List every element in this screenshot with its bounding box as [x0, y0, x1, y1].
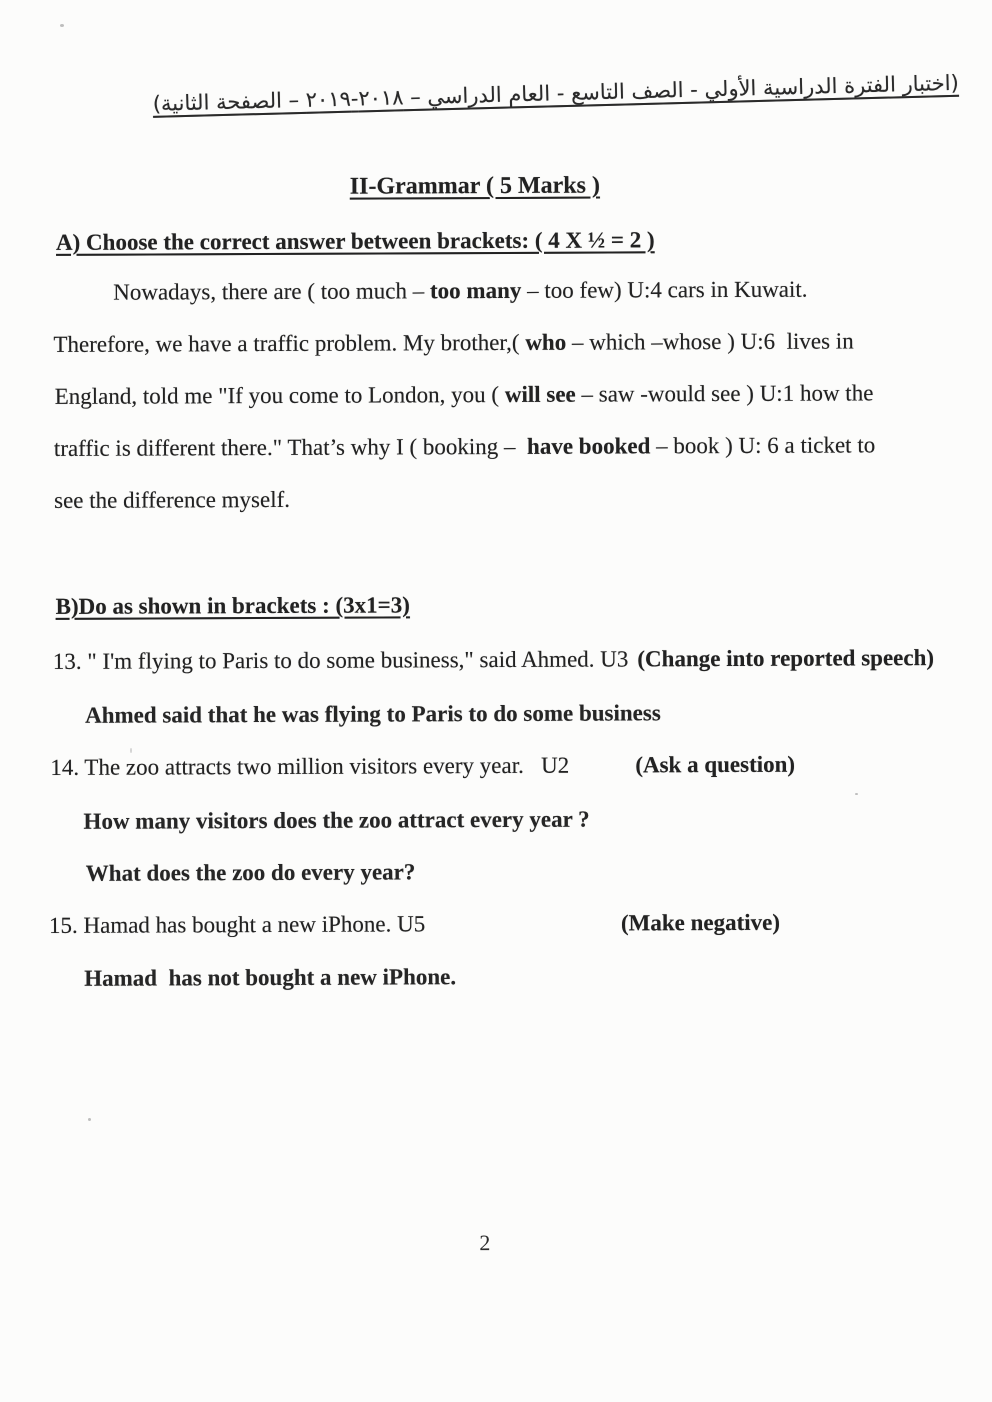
answer-15: Hamad has not bought a new iPhone. [84, 964, 457, 991]
question-15: 15. Hamad has bought a new iPhone. U5 [48, 911, 426, 938]
paragraph-line [113, 276, 807, 307]
question-14-instruction: (Ask a question) [635, 751, 796, 778]
question-13 [53, 644, 934, 675]
paragraph-text: – too few) U:4 cars in Kuwait. [521, 276, 808, 303]
paragraph-text: traffic is different there." That’s why I ( booking – [53, 433, 528, 461]
chosen-answer: who [525, 329, 567, 355]
paragraph-line [54, 431, 875, 462]
paragraph-text: Therefore, we have a traffic problem. My brother,( [53, 329, 526, 357]
section-b-heading: B)Do as shown in brackets : (3x1=3) [55, 592, 410, 619]
section-a-heading: A) Choose the correct answer between brackets: ( 4 X ½ = 2 ) [55, 227, 655, 255]
paragraph-text: – which –whose ) U:6 lives in [566, 328, 854, 355]
page-header-arabic: (اختبار الفترة الدراسية الأولي - الصف التاسع - العام الدراسي – ٢٠١٨-٢٠١٩ – الصفحة الثانية) [152, 70, 960, 116]
paragraph-line [53, 327, 853, 358]
page-number: 2 [479, 1230, 491, 1256]
chosen-answer: too many [429, 277, 522, 304]
question-15-instruction: (Make negative) [620, 909, 781, 936]
paragraph-text: England, told me "If you come to London, you ( [54, 381, 505, 409]
answer-13: Ahmed said that he was flying to Paris to do some business [85, 700, 661, 728]
paragraph-text: – saw -would see ) U:1 how the [575, 380, 874, 407]
paragraph-text: Nowadays, there are ( too much – [113, 278, 431, 305]
answer-14-first: How many visitors does the zoo attract every year ? [83, 806, 590, 834]
chosen-answer: have booked [526, 433, 651, 459]
paragraph-text: see the difference myself. [54, 486, 291, 513]
chosen-answer: will see [504, 381, 576, 407]
grammar-section-title: II-Grammar ( 5 Marks ) [349, 172, 600, 200]
question-13-text: 13. " I'm flying to Paris to do some business," said Ahmed. U3 [52, 646, 629, 674]
question-13-instruction: (Change into reported speech) [637, 645, 935, 672]
paragraph-line [55, 379, 874, 410]
paragraph-text: – book ) U: 6 a ticket to [650, 432, 876, 459]
answer-14-second: What does the zoo do every year? [85, 859, 416, 886]
question-14: 14. The zoo attracts two million visitors every year. U2 [50, 752, 570, 780]
paragraph-line [54, 486, 290, 515]
